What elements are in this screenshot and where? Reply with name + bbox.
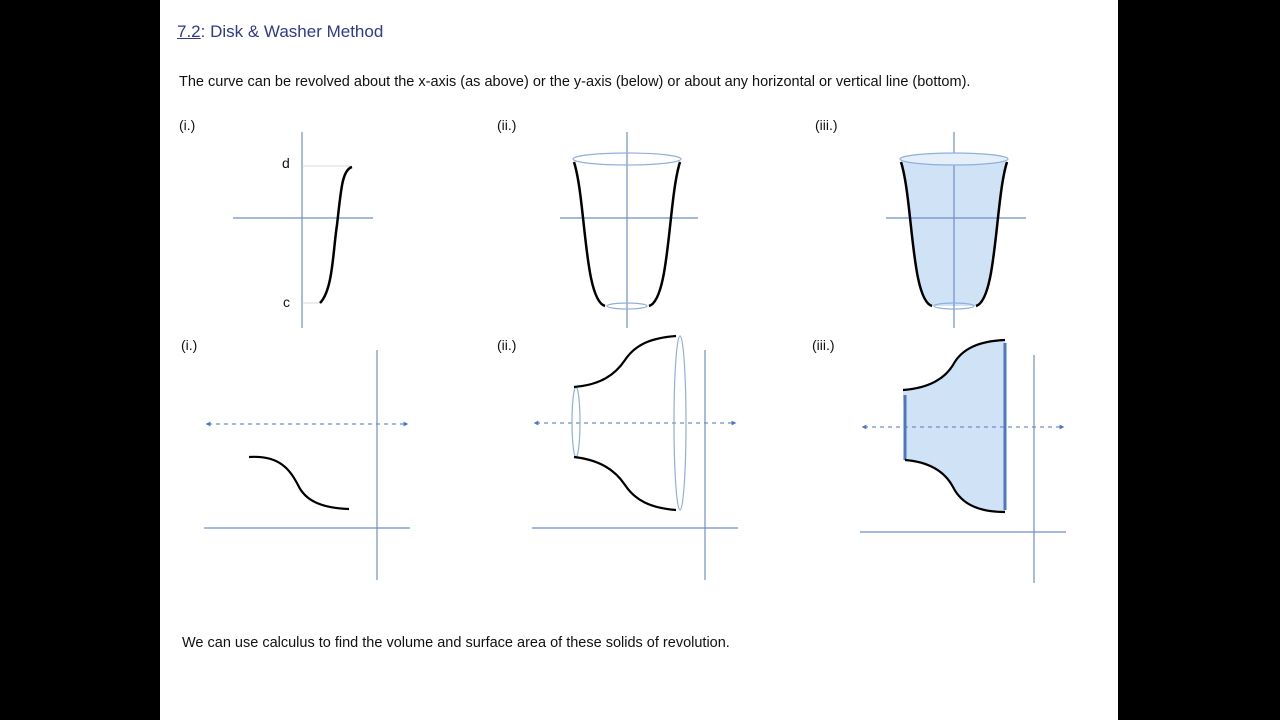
curve (320, 167, 352, 303)
axis-label-d: d (282, 155, 290, 171)
intro-text: The curve can be revolved about the x-axis (as above) or the y-axis (below) or about any horizontal or vertical line (bottom). (179, 74, 971, 90)
figure-bottom-iii (860, 340, 1066, 583)
footer-text: We can use calculus to find the volume and surface area of these solids of revolution. (182, 635, 730, 651)
label-bottom-ii: (ii.) (497, 337, 517, 353)
figure-top-ii (560, 132, 698, 328)
label-top-i: (i.) (179, 117, 196, 133)
axis-label-c: c (283, 294, 290, 310)
label-top-ii: (ii.) (497, 117, 517, 133)
label-bottom-i: (i.) (181, 337, 198, 353)
label-top-iii: (iii.) (815, 117, 838, 133)
figure-top-iii (886, 132, 1026, 328)
section-number[interactable]: 7.2 (177, 22, 201, 41)
label-bottom-iii: (iii.) (812, 337, 835, 353)
title-text: : Disk & Washer Method (200, 22, 384, 41)
figure-bottom-i (204, 350, 410, 580)
figure-top-i (233, 132, 373, 328)
figure-bottom-ii (532, 336, 738, 580)
